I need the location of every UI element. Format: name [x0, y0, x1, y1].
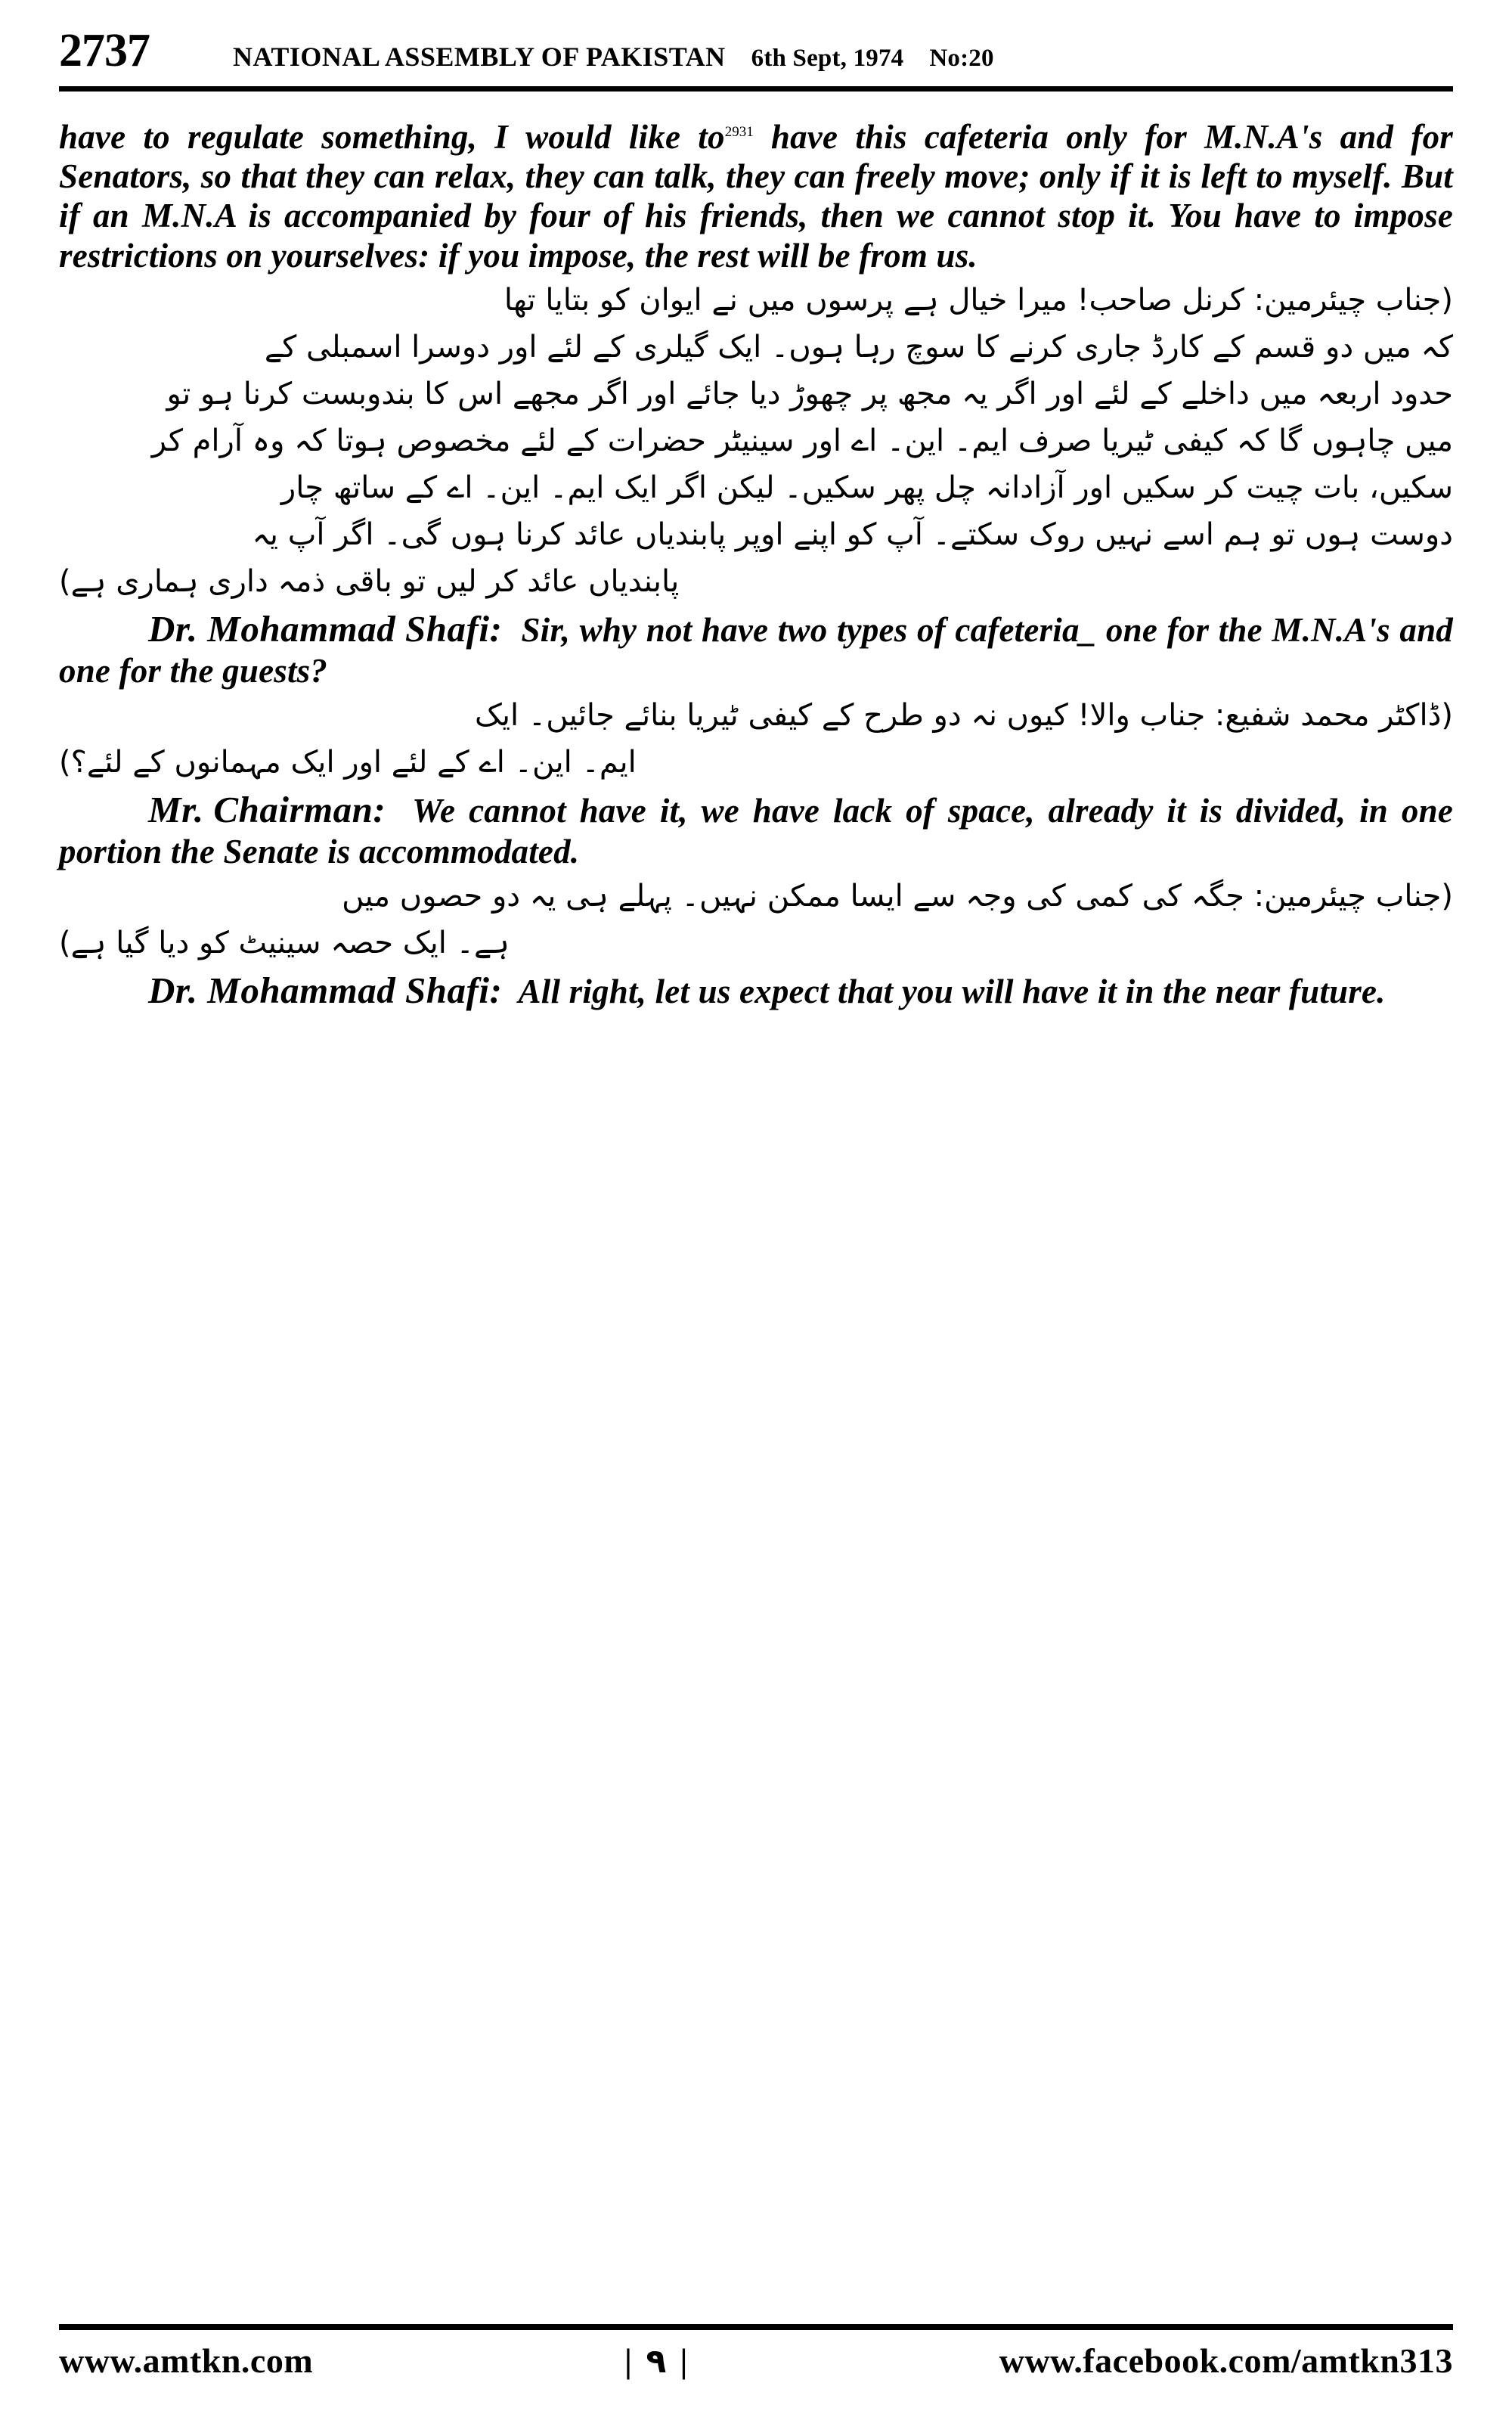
- urdu-block-1-line-5: سکیں، بات چیت کر سکیں اور آزادانہ چل پھر سکیں۔ لیکن اگر ایک ایم۔ این۔ اے کے ساتھ چار: [280, 470, 1453, 505]
- speaker-label-4: Dr. Mohammad Shafi:: [148, 969, 503, 1011]
- header-divider: [59, 86, 1453, 92]
- paragraph-4-text: All right, let us expect that you will have it in the near future.: [518, 972, 1386, 1010]
- header-issue-number: No:20: [929, 45, 994, 72]
- footer-separator-left: |: [624, 2341, 633, 2380]
- page-header: [59, 0, 1453, 74]
- footer-page-marker: [611, 2341, 702, 2381]
- footer-row: [59, 2341, 1453, 2381]
- paragraph-block-4: [59, 970, 1453, 1013]
- footer-facebook-link[interactable]: www.facebook.com/amtkn313: [999, 2341, 1453, 2380]
- footer-separator-right: |: [680, 2341, 689, 2380]
- footnote-marker-2931: 2931: [724, 124, 754, 140]
- paragraph-3-text: We cannot have it, we have lack of space, already it is divided, in one portion the Senate is accommodated.: [59, 791, 1453, 870]
- speaker-label-3: Mr. Chairman:: [148, 788, 386, 830]
- header-page-number: 2737: [59, 25, 150, 76]
- page-content: [59, 98, 1453, 1013]
- paragraph-4: [59, 970, 1453, 1013]
- footer-page-number: ۹: [646, 2342, 667, 2381]
- paragraph-block-3: [59, 789, 1453, 871]
- urdu-block-1-line-7: پابندیاں عائد کر لیں تو باقی ذمہ داری ہماری ہے): [59, 563, 680, 599]
- header-date: 6th Sept, 1974: [751, 45, 904, 72]
- urdu-block-3: [59, 873, 1453, 966]
- urdu-block-2-line-2: ایم۔ این۔ اے کے لئے اور ایک مہمانوں کے لئے؟): [59, 744, 637, 780]
- urdu-block-2: [59, 692, 1453, 786]
- paragraph-1-text-before: have to regulate something, I would like to: [59, 118, 725, 156]
- header-center: [218, 41, 1453, 73]
- page-footer: [59, 2324, 1453, 2381]
- footer-website-link[interactable]: www.amtkn.com: [59, 2341, 314, 2380]
- header-title: NATIONAL ASSEMBLY OF PAKISTAN: [233, 42, 726, 72]
- speaker-label-2: Dr. Mohammad Shafi:: [148, 607, 503, 650]
- paragraph-3: [59, 789, 1453, 871]
- urdu-block-3-line-2: ہے۔ ایک حصہ سینیٹ کو دیا گیا ہے): [59, 925, 510, 960]
- footer-divider: [59, 2324, 1453, 2330]
- urdu-block-1-line-4: میں چاہوں گا کہ کیفی ٹیریا صرف ایم۔ این۔ اے اور سینیٹر حضرات کے لئے مخصوص ہوتا کہ وہ آرام کر: [151, 423, 1453, 458]
- paragraph-1-text-after: have this cafeteria only for M.N.A's and for Senators, so that they can relax, they can talk, they can freely move; only if it is left to myself. But if an M.N.A is accompanied by four of his friends, then we cannot stop it. You have to impose restrictions on yourselves: if you impose, the rest will be from us.: [59, 118, 1453, 275]
- paragraph-block-1: [59, 117, 1453, 275]
- urdu-block-1-line-6: دوست ہوں تو ہم اسے نہیں روک سکتے۔ آپ کو اپنے اوپر پابندیاں عائد کرنا ہوں گی۔ اگر آپ یہ: [252, 517, 1453, 552]
- urdu-block-1-line-1: (جناب چیئرمین: کرنل صاحب! میرا خیال ہے پرسوں میں نے ایوان کو بتایا تھا: [503, 282, 1453, 318]
- urdu-block-1: [59, 277, 1453, 605]
- urdu-block-2-line-1: (ڈاکٹر محمد شفیع: جناب والا! کیوں نہ دو طرح کے کیفی ٹیریا بنائے جائیں۔ ایک: [475, 697, 1453, 733]
- urdu-block-1-line-3: حدود اربعہ میں داخلے کے لئے اور اگر یہ مجھ پر چھوڑ دیا جائے اور اگر مجھے اس کا بندوبست کرنا ہو تو: [166, 376, 1453, 411]
- urdu-block-3-line-1: (جناب چیئرمین: جگہ کی کمی کی وجہ سے ایسا ممکن نہیں۔ پہلے ہی یہ دو حصوں میں: [342, 878, 1453, 914]
- urdu-block-1-line-2: کہ میں دو قسم کے کارڈ جاری کرنے کا سوچ رہا ہوں۔ ایک گیلری کے لئے اور دوسرا اسمبلی کے: [264, 329, 1453, 365]
- paragraph-2: [59, 608, 1453, 690]
- paragraph-1: [59, 117, 1453, 275]
- paragraph-block-2: [59, 608, 1453, 690]
- paragraph-2-text: Sir, why not have two types of cafeteria_ one for the M.N.A's and one for the guests?: [59, 610, 1453, 690]
